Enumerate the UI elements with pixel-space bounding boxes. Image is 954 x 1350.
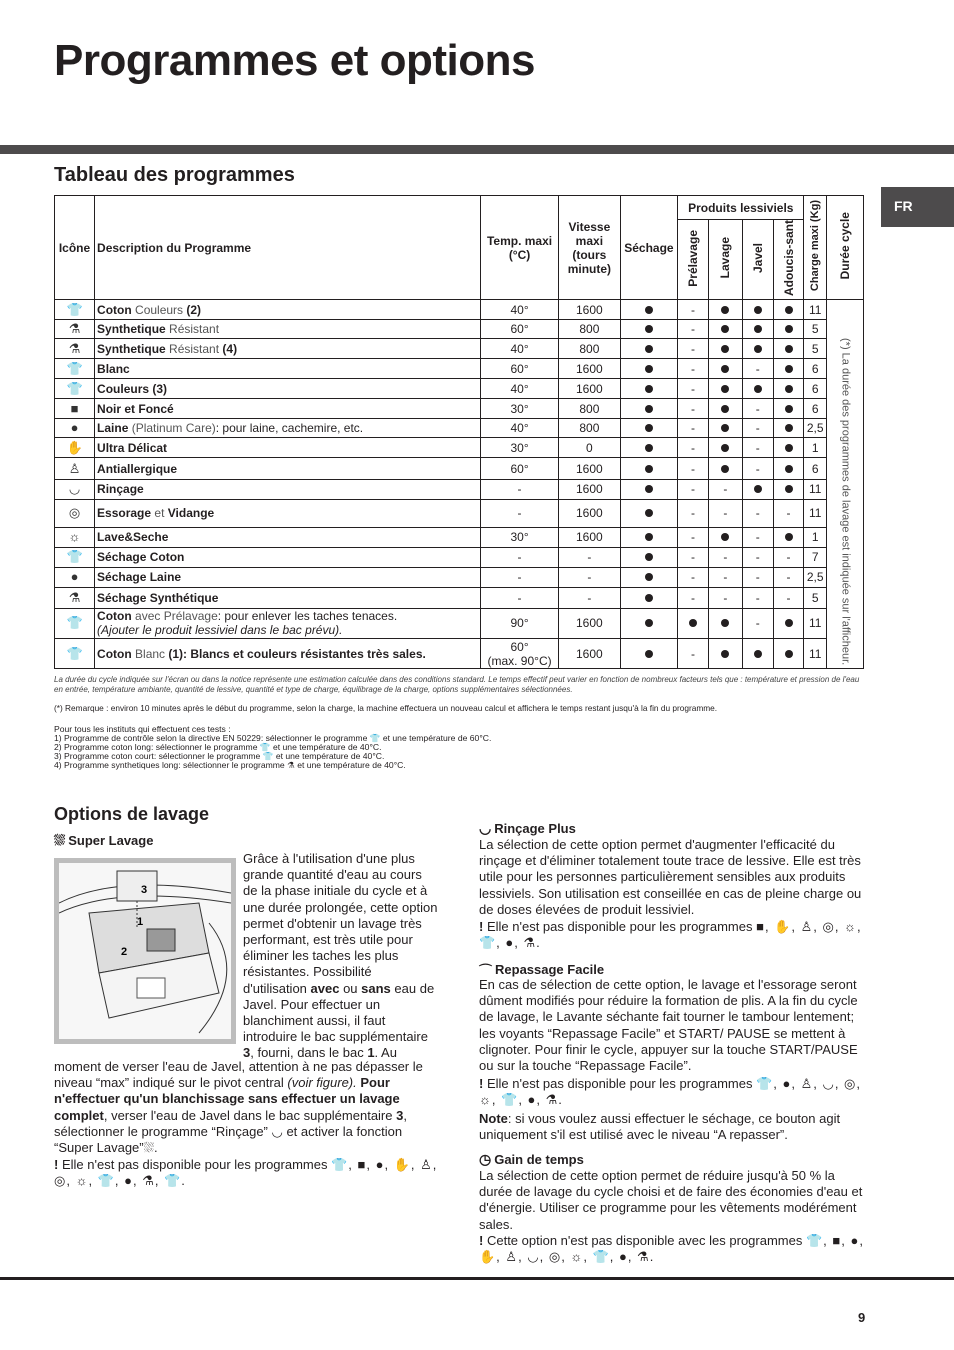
included-dot: [645, 306, 653, 314]
rincage-plus-warning: ! Elle n'est pas disponible pour les programmes ■, ✋, ♙, ◎, ☼, 👕, ●, ⚗.: [479, 919, 862, 951]
bleach-cell: -: [742, 359, 773, 379]
programme-description: Blanc: [95, 359, 481, 379]
included-dot: [754, 485, 762, 493]
footer-divider: [0, 1277, 954, 1280]
speed-cell: 1600: [559, 479, 621, 499]
bleach-cell: -: [742, 567, 773, 587]
temp-cell: 60°: [481, 320, 559, 339]
load-cell: 1: [804, 527, 827, 547]
prewash-cell: -: [678, 339, 709, 359]
included-dot: [689, 619, 697, 627]
col-temp: Temp. maxi (°C): [481, 196, 559, 300]
temp-cell: 30°: [481, 527, 559, 547]
programme-description: Laine (Platinum Care): pour laine, cachemire, etc.: [95, 419, 481, 438]
prewash-cell: -: [678, 399, 709, 419]
bleach-cell: -: [742, 527, 773, 547]
bleach-cell: -: [742, 547, 773, 567]
softener-cell: [773, 438, 804, 458]
included-dot: [721, 385, 729, 393]
col-duration: Durée cycle: [826, 196, 863, 300]
bleach-cell: -: [742, 499, 773, 527]
included-dot: [754, 385, 762, 393]
softener-cell: -: [773, 567, 804, 587]
included-dot: [785, 325, 793, 333]
table-row: [55, 587, 864, 608]
included-dot: [785, 465, 793, 473]
tests-intro: Pour tous les instituts qui effectuent ces tests :: [54, 724, 231, 734]
load-cell: 6: [804, 458, 827, 479]
temp-cell: 40°: [481, 379, 559, 399]
drying-cell: [620, 479, 677, 499]
repassage-facile-note: Note: si vous voulez aussi effectuer le séchage, ce bouton agit uniquement s'il est utilisé avec le niveau “A repasser”.: [479, 1111, 841, 1143]
repassage-facile-title: ⌒ Repassage Facile: [479, 962, 605, 978]
wash-cell: [708, 359, 742, 379]
included-dot: [721, 325, 729, 333]
coton-60-icon: 👕: [55, 639, 95, 669]
softener-cell: [773, 458, 804, 479]
wash-cell: [708, 438, 742, 458]
test-4: 4) Programme synthetiques long: sélectionner le programme ⚗ et une température de 40°C.: [54, 760, 406, 770]
included-dot: [721, 650, 729, 658]
table-row: [55, 608, 864, 638]
load-cell: 5: [804, 339, 827, 359]
temp-cell: -: [481, 567, 559, 587]
programme-description: Coton avec Prélavage: pour enlever les taches tenaces. (Ajouter le produit lessiviel dans le bac prévu).: [95, 608, 481, 638]
prewash-cell: -: [678, 587, 709, 608]
programme-description: Rinçage: [95, 479, 481, 499]
options-heading: Options de lavage: [54, 804, 210, 824]
load-cell: 11: [804, 608, 827, 638]
lave-seche-icon: ☼: [55, 527, 95, 547]
wash-cell: [708, 639, 742, 669]
included-dot: [785, 365, 793, 373]
drying-cell: [620, 379, 677, 399]
bleach-cell: [742, 479, 773, 499]
softener-cell: [773, 399, 804, 419]
prewash-cell: -: [678, 300, 709, 320]
bleach-cell: [742, 379, 773, 399]
table-row: [55, 527, 864, 547]
programmes-table: [54, 195, 864, 669]
table-row: [55, 567, 864, 587]
table-row: [55, 320, 864, 339]
included-dot: [645, 553, 653, 561]
bleach-cell: -: [742, 419, 773, 438]
included-dot: [645, 365, 653, 373]
speed-cell: -: [559, 587, 621, 608]
table-row: [55, 379, 864, 399]
speed-cell: -: [559, 567, 621, 587]
softener-cell: [773, 419, 804, 438]
temp-cell: 40°: [481, 419, 559, 438]
included-dot: [721, 533, 729, 541]
duration-note-cell: (*) La durée des programmes de lavage est indiquée sur l'afficheur.: [826, 300, 863, 669]
bleach-cell: -: [742, 438, 773, 458]
drying-cell: [620, 499, 677, 527]
load-cell: 2,5: [804, 567, 827, 587]
table-row: [55, 547, 864, 567]
wash-cell: [708, 339, 742, 359]
repassage-facile-warning: ! Elle n'est pas disponible pour les programmes 👕, ●, ♙, ◡, ◎, ☼, 👕, ●, ⚗.: [479, 1076, 861, 1108]
programme-description: Lave&Seche: [95, 527, 481, 547]
speed-cell: 1600: [559, 379, 621, 399]
included-dot: [645, 650, 653, 658]
included-dot: [645, 533, 653, 541]
table-row: [55, 399, 864, 419]
softener-cell: [773, 320, 804, 339]
super-lavage-icon: ⛆: [54, 832, 66, 848]
prewash-cell: -: [678, 527, 709, 547]
included-dot: [785, 306, 793, 314]
speed-cell: 1600: [559, 499, 621, 527]
col-bleach: Javel: [742, 220, 773, 300]
repassage-facile-text: En cas de sélection de cette option, le lavage et l'essorage seront dûment modifiés pour réduire la formation de plis. A la fin du cycle de lavage, le Lavante séchante fait tourner le tambour lentement; les voyants “Repassage Facile” et START/ PAUSE se mettent à clignoter. Pour finir le cycle, appuyer sur la touche START/PAUSE ou sur la touche “Repassage Facile”.: [479, 977, 858, 1074]
programme-description: Ultra Délicat: [95, 438, 481, 458]
programme-description: Antiallergique: [95, 458, 481, 479]
included-dot: [645, 509, 653, 517]
synthetique-icon: ⚗: [55, 320, 95, 339]
rincage-plus-title: ◡ Rinçage Plus: [479, 820, 576, 836]
softener-cell: [773, 639, 804, 669]
temp-cell: 30°: [481, 438, 559, 458]
drying-cell: [620, 320, 677, 339]
load-cell: 6: [804, 399, 827, 419]
gain-temps-warning: ! Cette option n'est pas disponible avec les programmes 👕, ■, ●, ✋, ♙, ◡, ◎, ☼, 👕, ●, ⚗.: [479, 1233, 864, 1265]
wash-cell: [708, 419, 742, 438]
included-dot: [645, 345, 653, 353]
drying-cell: [620, 419, 677, 438]
included-dot: [785, 444, 793, 452]
detergent-drawer-illustration: [59, 863, 231, 1039]
table-heading: Tableau des programmes: [54, 164, 295, 186]
prewash-cell: -: [678, 567, 709, 587]
temp-cell: -: [481, 547, 559, 567]
included-dot: [721, 306, 729, 314]
included-dot: [721, 365, 729, 373]
super-lavage-warning: ! Elle n'est pas disponible pour les programmes 👕, ■, ●, ✋, ♙, ◎, ☼, 👕, ●, ⚗, 👕.: [54, 1157, 438, 1189]
drying-cell: [620, 359, 677, 379]
drying-cell: [620, 587, 677, 608]
svg-text:2: 2: [121, 946, 128, 958]
speed-cell: 1600: [559, 359, 621, 379]
table-row: [55, 499, 864, 527]
included-dot: [645, 619, 653, 627]
blanc-icon: 👕: [55, 359, 95, 379]
col-softener: Adoucis-sant: [773, 220, 804, 300]
softener-cell: -: [773, 587, 804, 608]
included-dot: [785, 385, 793, 393]
programme-description: Couleurs (3): [95, 379, 481, 399]
softener-cell: -: [773, 547, 804, 567]
speed-cell: 800: [559, 320, 621, 339]
gain-temps-title: ◷ Gain de temps: [479, 1151, 584, 1167]
bleach-cell: -: [742, 399, 773, 419]
sechage-laine-icon: ●: [55, 567, 95, 587]
included-dot: [785, 424, 793, 432]
wash-cell: [708, 300, 742, 320]
table-row: [55, 479, 864, 499]
noir-fonce-icon: ■: [55, 399, 95, 419]
col-load: Charge maxi (Kg): [804, 196, 827, 300]
speed-cell: 1600: [559, 527, 621, 547]
load-cell: 2,5: [804, 419, 827, 438]
included-dot: [754, 306, 762, 314]
table-row: [55, 438, 864, 458]
super-lavage-title: ⛆ Super Lavage: [54, 832, 154, 848]
wash-cell: [708, 320, 742, 339]
sechage-synthetique-icon: ⚗: [55, 587, 95, 608]
col-description: Description du Programme: [95, 196, 481, 300]
included-dot: [645, 573, 653, 581]
included-dot: [785, 650, 793, 658]
included-dot: [645, 594, 653, 602]
included-dot: [645, 485, 653, 493]
temp-cell: -: [481, 587, 559, 608]
included-dot: [721, 465, 729, 473]
dispenser-figure: [54, 858, 236, 1044]
header-divider: [0, 145, 954, 154]
table-row: [55, 419, 864, 438]
load-cell: 1: [804, 438, 827, 458]
rincage-icon: ◡: [55, 479, 95, 499]
iron-icon: ⌒: [479, 963, 493, 978]
speed-cell: 800: [559, 399, 621, 419]
included-dot: [721, 345, 729, 353]
included-dot: [645, 325, 653, 333]
temp-cell: -: [481, 499, 559, 527]
load-cell: 11: [804, 479, 827, 499]
softener-cell: [773, 527, 804, 547]
softener-cell: -: [773, 499, 804, 527]
load-cell: 7: [804, 547, 827, 567]
programme-description: Essorage et Vidange: [95, 499, 481, 527]
load-cell: 6: [804, 359, 827, 379]
softener-cell: [773, 359, 804, 379]
load-cell: 6: [804, 379, 827, 399]
prewash-cell: -: [678, 547, 709, 567]
table-row: [55, 639, 864, 669]
included-dot: [754, 325, 762, 333]
speed-cell: 800: [559, 339, 621, 359]
included-dot: [785, 485, 793, 493]
drying-cell: [620, 458, 677, 479]
programme-description: Coton Blanc (1): Blancs et couleurs résistantes très sales.: [95, 639, 481, 669]
included-dot: [645, 465, 653, 473]
laine-icon: ●: [55, 419, 95, 438]
load-cell: 11: [804, 639, 827, 669]
col-speed: Vitesse maxi (tours minute): [559, 196, 621, 300]
antiallergique-icon: ♙: [55, 458, 95, 479]
wash-cell: [708, 399, 742, 419]
table-row: [55, 458, 864, 479]
programme-description: Séchage Coton: [95, 547, 481, 567]
temp-cell: 90°: [481, 608, 559, 638]
svg-text:1: 1: [137, 916, 144, 928]
col-drying: Séchage: [620, 196, 677, 300]
prewash-cell: -: [678, 320, 709, 339]
included-dot: [785, 345, 793, 353]
wash-cell: -: [708, 479, 742, 499]
prewash-cell: -: [678, 479, 709, 499]
super-lavage-side-text: Grâce à l'utilisation d'une plus grande quantité d'eau au cours de la phase initiale du cycle et à une durée prolongée, cette option permet d'obtenir un lavage très performant, est très utile pour éliminer les taches les plus résistantes. Possibilité d'utilisation avec ou sans eau de Javel. Pour effectuer un blanchiment aussi, il faut introduire le bac supplémentaire 3, fourni, dans le bac 1. Au: [243, 851, 438, 1061]
softener-cell: [773, 379, 804, 399]
included-dot: [785, 619, 793, 627]
bleach-cell: -: [742, 608, 773, 638]
prewash-cell: -: [678, 359, 709, 379]
temp-cell: -: [481, 479, 559, 499]
prewash-cell: -: [678, 639, 709, 669]
sechage-coton-icon: 👕: [55, 547, 95, 567]
drying-cell: [620, 339, 677, 359]
included-dot: [785, 533, 793, 541]
page-number: 9: [858, 1310, 866, 1325]
wash-cell: [708, 458, 742, 479]
col-products-group: Produits lessiviels: [678, 196, 804, 220]
prewash-cell: -: [678, 438, 709, 458]
prewash-cell: -: [678, 458, 709, 479]
col-prewash: Prélavage: [678, 220, 709, 300]
gain-temps-text: La sélection de cette option permet de réduire jusqu'à 50 % la durée de lavage du cycle choisi et de faire des économies d'eau et d'énergie. Utiliser ce programme pour les vêtements modérément sales.: [479, 1168, 863, 1232]
bleach-cell: [742, 639, 773, 669]
couleurs-icon: 👕: [55, 379, 95, 399]
clock-icon: ◷: [479, 1151, 492, 1167]
rincage-plus-text: La sélection de cette option permet d'augmenter l'efficacité du rinçage et d'éliminer totalement toute trace de lessive. Elle est très utile pour les personnes particulièrement sensibles aux produits lessiviels. Son utilisation est conseillée en cas de pleine charge ou de doses élevées de produit lessiviel.: [479, 837, 862, 917]
rincage-plus-icon: ◡: [479, 820, 492, 836]
speed-cell: 800: [559, 419, 621, 438]
wash-cell: -: [708, 587, 742, 608]
language-tab: FR: [881, 187, 954, 227]
table-row: [55, 300, 864, 320]
softener-cell: [773, 608, 804, 638]
speed-cell: 0: [559, 438, 621, 458]
drying-cell: [620, 527, 677, 547]
speed-cell: 1600: [559, 458, 621, 479]
prewash-cell: -: [678, 499, 709, 527]
programme-description: Synthetique Résistant (4): [95, 339, 481, 359]
included-dot: [785, 405, 793, 413]
wash-cell: [708, 527, 742, 547]
load-cell: 11: [804, 499, 827, 527]
bleach-cell: [742, 320, 773, 339]
included-dot: [721, 405, 729, 413]
ultra-delicat-icon: ✋: [55, 438, 95, 458]
drying-cell: [620, 300, 677, 320]
programme-description: Noir et Foncé: [95, 399, 481, 419]
remark-note: (*) Remarque : environ 10 minutes après le début du programme, selon la charge, la machine effectuera un nouveau calcul et affichera le temps restant jusqu'à la fin du programme.: [54, 703, 718, 713]
svg-text:3: 3: [141, 884, 148, 896]
col-wash: Lavage: [708, 220, 742, 300]
wash-cell: [708, 608, 742, 638]
speed-cell: 1600: [559, 639, 621, 669]
load-cell: 5: [804, 587, 827, 608]
super-lavage-full-text: moment de verser l'eau de Javel, attention à ne pas dépasser le niveau “max” indiqué sur le pivot central (voir figure). Pour n'effectuer qu'un blanchissage sans effectuer un lavage complet, verser l'eau de Javel dans le bac supplémentaire 3, sélectionner le programme “Rinçage” ◡ et activer la fonction “Super Lavage”⛆.: [54, 1059, 423, 1156]
prewash-cell: [678, 608, 709, 638]
coton-prelavage-icon: 👕: [55, 608, 95, 638]
programme-description: Séchage Synthétique: [95, 587, 481, 608]
included-dot: [645, 444, 653, 452]
table-row: [55, 359, 864, 379]
prewash-cell: -: [678, 379, 709, 399]
included-dot: [721, 444, 729, 452]
duration-estimate-note: La durée du cycle indiquée sur l'écran ou dans la notice représente une estimation calculée dans des conditions standard. Le temps effectif peut varier en fonction de nombreux facteurs tels que : température et pression de l'eau en entrée, température ambiante, quantité de lessive, quantité et type de charge, équilibrage de la charge, options supplémentaires sélectionnées.: [54, 675, 860, 694]
coton-40-icon: 👕: [55, 300, 95, 320]
bleach-cell: -: [742, 458, 773, 479]
test-2: 2) Programme coton long: sélectionner le programme 👕 et une température de 40°C.: [54, 742, 382, 752]
bleach-cell: -: [742, 587, 773, 608]
included-dot: [721, 619, 729, 627]
temp-cell: 40°: [481, 300, 559, 320]
drying-cell: [620, 547, 677, 567]
included-dot: [645, 385, 653, 393]
included-dot: [754, 345, 762, 353]
temp-cell: 30°: [481, 399, 559, 419]
test-1: 1) Programme de contrôle selon la directive EN 50229: sélectionner le programme 👕 et une température de 60°C.: [54, 733, 492, 743]
temp-cell: 60°: [481, 359, 559, 379]
included-dot: [645, 405, 653, 413]
programme-description: Synthetique Résistant: [95, 320, 481, 339]
synthetique-icon: ⚗: [55, 339, 95, 359]
included-dot: [754, 650, 762, 658]
drying-cell: [620, 567, 677, 587]
wash-cell: -: [708, 547, 742, 567]
speed-cell: 1600: [559, 608, 621, 638]
programme-description: Coton Couleurs (2): [95, 300, 481, 320]
programme-description: Séchage Laine: [95, 567, 481, 587]
drying-cell: [620, 608, 677, 638]
wash-cell: -: [708, 499, 742, 527]
softener-cell: [773, 339, 804, 359]
speed-cell: -: [559, 547, 621, 567]
drying-cell: [620, 639, 677, 669]
temp-cell: 60° (max. 90°C): [481, 639, 559, 669]
wash-cell: -: [708, 567, 742, 587]
softener-cell: [773, 479, 804, 499]
drying-cell: [620, 399, 677, 419]
drying-cell: [620, 438, 677, 458]
essorage-icon: ◎: [55, 499, 95, 527]
included-dot: [721, 424, 729, 432]
bleach-cell: [742, 300, 773, 320]
unavailable-programme-icons: 👕, ■, ●, ✋, ♙, ◎, ☼, 👕, ●, ⚗, 👕.: [54, 1157, 438, 1189]
col-icon: Icône: [55, 196, 95, 300]
page-title: Programmes et options: [54, 36, 535, 85]
temp-cell: 60°: [481, 458, 559, 479]
table-row: [55, 339, 864, 359]
load-cell: 5: [804, 320, 827, 339]
test-3: 3) Programme coton court: sélectionner le programme 👕 et une température de 40°C.: [54, 751, 385, 761]
softener-cell: [773, 300, 804, 320]
included-dot: [645, 424, 653, 432]
wash-cell: [708, 379, 742, 399]
temp-cell: 40°: [481, 339, 559, 359]
load-cell: 11: [804, 300, 827, 320]
bleach-cell: [742, 339, 773, 359]
speed-cell: 1600: [559, 300, 621, 320]
prewash-cell: -: [678, 419, 709, 438]
